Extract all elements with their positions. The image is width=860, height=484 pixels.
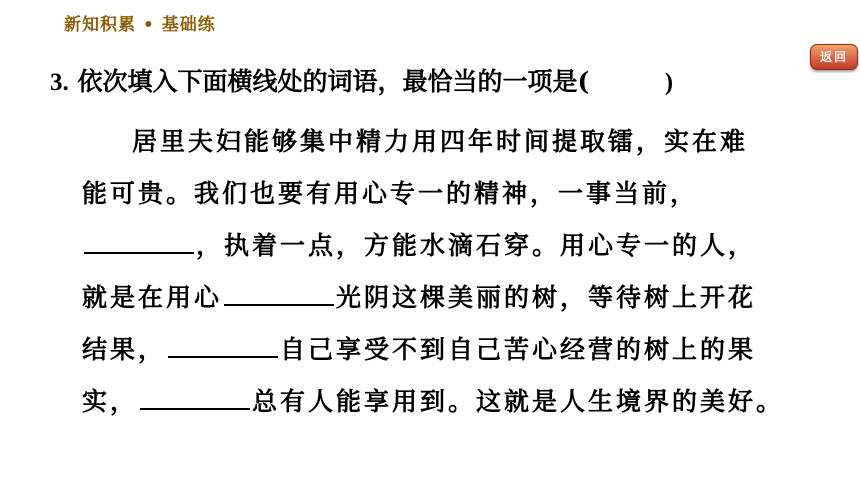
- passage: [82, 116, 802, 428]
- blank-2[interactable]: [224, 278, 334, 306]
- question-prompt-line: [50, 62, 673, 103]
- blank-1[interactable]: [84, 226, 194, 254]
- passage-line-3: [82, 220, 802, 272]
- passage-line-5: [82, 324, 802, 376]
- passage-line-4: [82, 272, 802, 324]
- question-number: 3.: [50, 69, 69, 96]
- passage-line-1: [82, 116, 802, 168]
- answer-close-paren: ): [664, 69, 674, 96]
- passage-text: ，执着一点，方能水滴石穿。用心专一的人，: [196, 231, 757, 260]
- question-prompt: 依次填入下面横线处的词语，最恰当的一项是(: [77, 67, 590, 96]
- back-button[interactable]: 返回: [810, 44, 858, 70]
- passage-text: 实，: [82, 387, 139, 416]
- passage-line-2: [82, 168, 802, 220]
- section-tag: 新知积累 • 基础练: [64, 15, 216, 35]
- passage-text: 自己享受不到自己苦心经营的树上的果: [280, 335, 757, 364]
- passage-text: 就是在用心: [82, 283, 223, 312]
- passage-text: 光阴这棵美丽的树，等待树上开花: [336, 283, 757, 312]
- passage-line-6: [82, 376, 802, 428]
- passage-text: 总有人能享用到。这就是人生境界的美好。: [252, 387, 785, 416]
- passage-text: 居里夫妇能够集中精力用四年时间提取镭，实在难: [132, 127, 749, 156]
- passage-text: 结果，: [82, 335, 167, 364]
- passage-text: 能可贵。我们也要有用心专一的精神，一事当前，: [82, 179, 699, 208]
- blank-3[interactable]: [168, 330, 278, 358]
- blank-4[interactable]: [140, 382, 250, 410]
